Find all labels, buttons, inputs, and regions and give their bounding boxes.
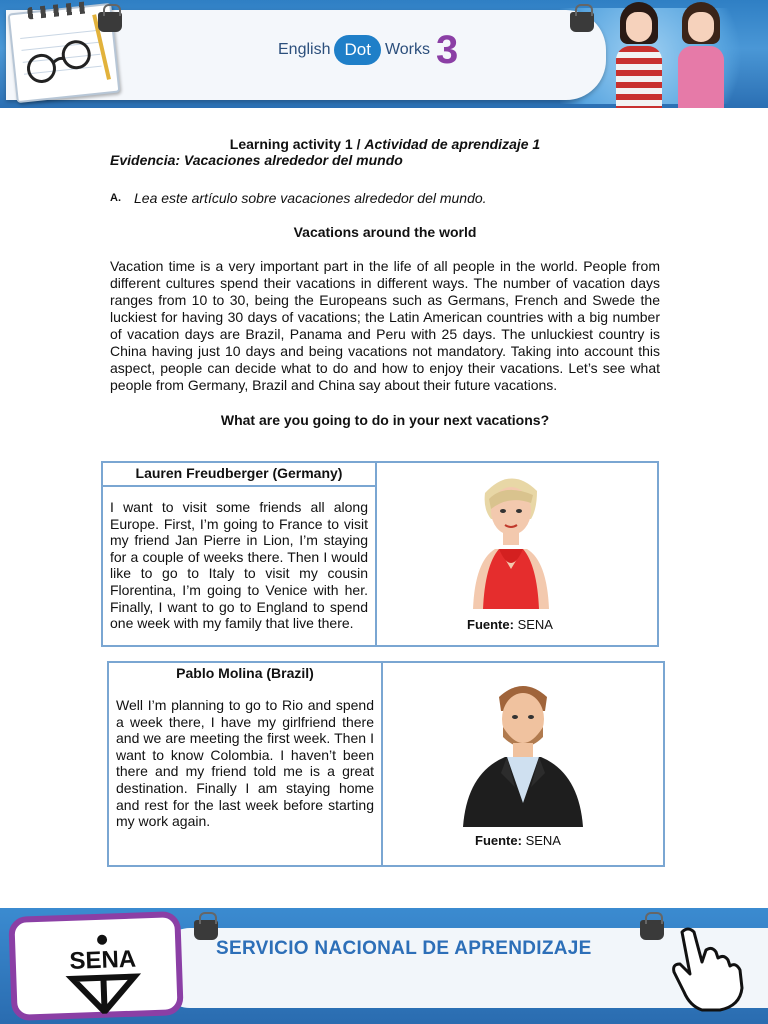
article-body: Vacation time is a very important part in the life of all people in the world. People from different cultures spend their vacations in different ways. The number of vacation days ranges from 10 to 30, being the Europeans such as Germans, French and Swede the luckiest for having 30 days of vacations; the Latin American countries with a big number of vacation days are Brazil, Panama and Peru with 25 days. The unluckiest country is China having just 10 days and being vacations not mandatory. Taking into account this aspect, people can decide what to do and how to enjoy their vacations. Let’s see what people from Germany, Brazil and China say about their future vacations. bbox=[110, 258, 660, 393]
source-caption bbox=[475, 833, 561, 848]
binder-clip-icon bbox=[194, 920, 218, 940]
title-separator: / bbox=[352, 136, 365, 152]
question-heading: What are you going to do in your next vacations? bbox=[220, 412, 550, 428]
instruction-label: A. bbox=[110, 192, 121, 204]
woman-illustration bbox=[445, 469, 575, 609]
profile-text: Well I’m planning to go to Rio and spend a week there, I have my girlfriend there and we are meeting the first week. Then I want to know Colombia. I haven’t been there and my friend told me is a great destination. Finally I am staying home and rest for the last week before starting my work again. bbox=[116, 697, 374, 830]
instruction-text: Lea este artículo sobre vacaciones alrededor del mundo. bbox=[134, 190, 487, 206]
evidence-heading: Evidencia: Vacaciones alrededor del mundo bbox=[110, 152, 403, 168]
header-banner bbox=[0, 0, 768, 108]
binder-clip-icon bbox=[98, 12, 122, 32]
logo-dot: Dot bbox=[334, 35, 380, 65]
source-value: SENA bbox=[513, 617, 553, 632]
logo-english: English bbox=[278, 41, 331, 58]
footer-title: SERVICIO NACIONAL DE APRENDIZAJE bbox=[216, 938, 592, 959]
logo-works: Works bbox=[384, 41, 430, 58]
source-label: Fuente: bbox=[475, 833, 522, 848]
logo-number: 3 bbox=[436, 27, 459, 72]
title-english: Learning activity 1 bbox=[229, 136, 353, 152]
title-spanish: Actividad de aprendizaje 1 bbox=[364, 136, 541, 152]
english-dot-works-logo bbox=[278, 28, 458, 72]
binder-clip-icon bbox=[570, 12, 594, 32]
binder-clip-icon bbox=[640, 920, 664, 940]
profile-card-germany bbox=[101, 461, 659, 647]
footer-banner bbox=[0, 908, 768, 1024]
pointing-hand-icon bbox=[668, 922, 748, 1012]
sena-logo-box bbox=[8, 911, 184, 1021]
article-title: Vacations around the world bbox=[293, 224, 477, 240]
profile-card-brazil bbox=[107, 661, 665, 867]
document-body bbox=[110, 136, 660, 428]
girl-illustration-2 bbox=[674, 2, 728, 108]
man-illustration bbox=[453, 677, 593, 827]
page-title bbox=[110, 136, 660, 152]
girl-illustration-1 bbox=[612, 2, 666, 108]
source-caption bbox=[467, 617, 553, 632]
sena-logo bbox=[57, 932, 150, 1015]
source-value: SENA bbox=[521, 833, 561, 848]
source-label: Fuente: bbox=[467, 617, 514, 632]
sena-logo-text: SENA bbox=[69, 945, 137, 975]
profile-name: Lauren Freudberger (Germany) bbox=[103, 463, 375, 487]
profile-name: Pablo Molina (Brazil) bbox=[176, 665, 314, 681]
instruction bbox=[110, 190, 660, 206]
profile-text: I want to visit some friends all along Europe. First, I’m going to France to visit my friend Jan Pierre in Lion, I’m staying for a couple of weeks there. Then I would like to go to Italy to visit my cousin Florentina, I’m going to Venice with her. Finally, I want to go to England to spend one week with my family that live there. bbox=[110, 499, 368, 632]
